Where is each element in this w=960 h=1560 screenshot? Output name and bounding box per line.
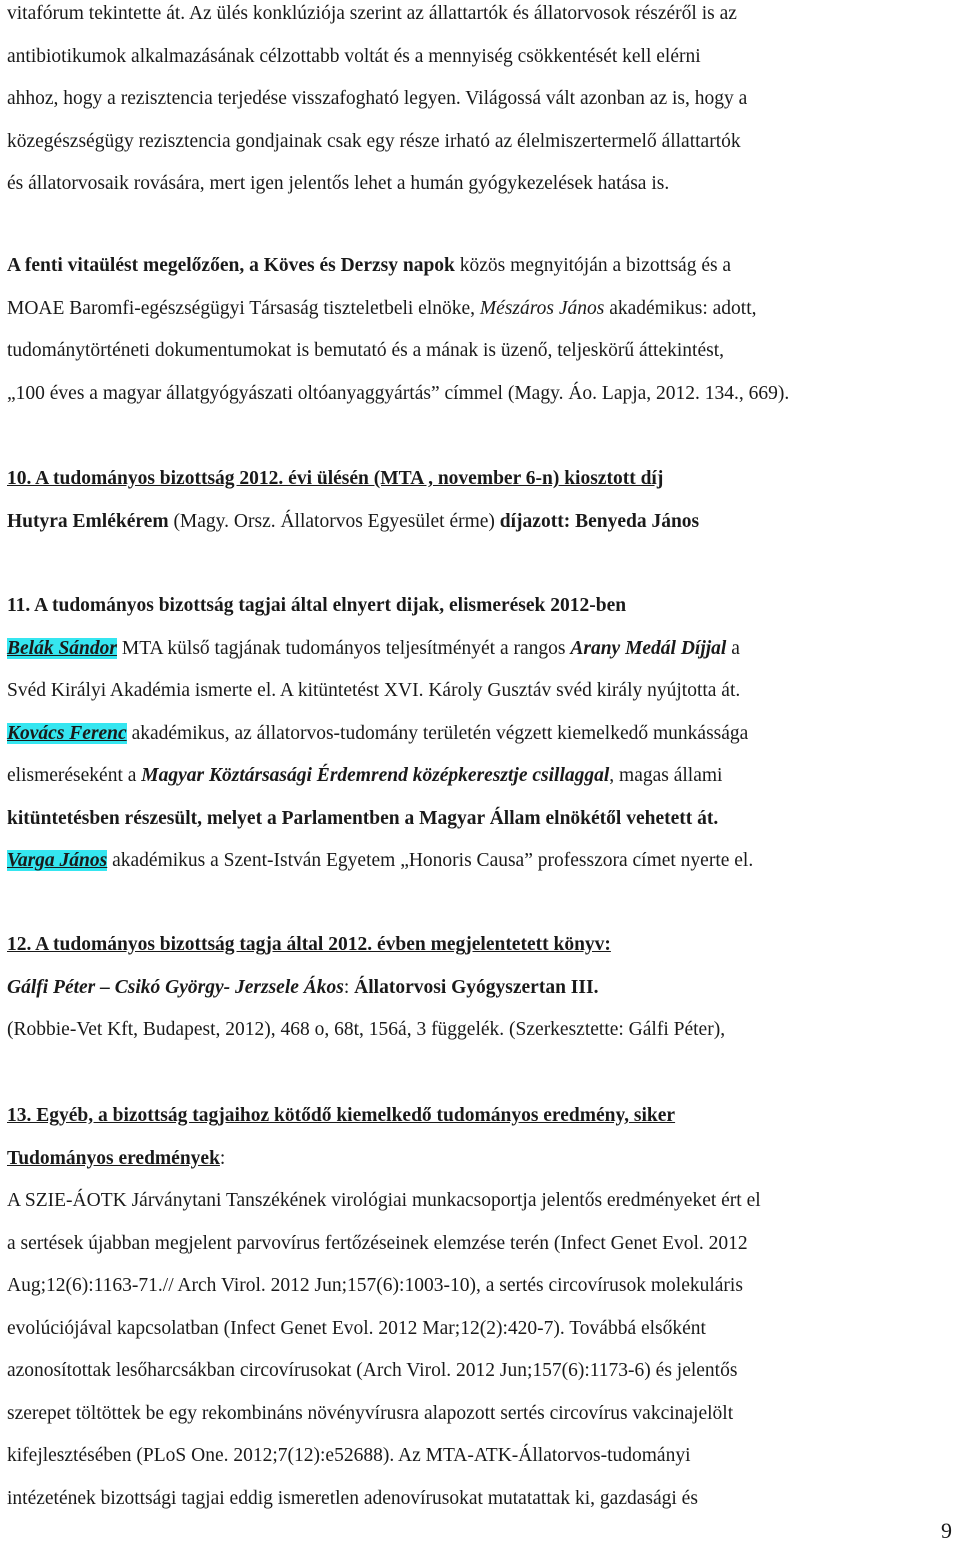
paragraph-vitaforum (7, 0, 955, 206)
text-line: kifejlesztésében (PLoS One. 2012;7(12):e52688). Az MTA-ATK-Állatorvos-tudományi (7, 1445, 691, 1466)
text-span: akadémikus, az állatorvos-tudomány területén végzett kiemelkedő munkássága (126, 722, 749, 744)
text-span: elismeréseként a (7, 765, 142, 786)
text-line: szerepet töltöttek be egy rekombináns növényvírusra alapozott sertés circovírus vakcinajelölt (7, 1402, 734, 1424)
text-line (7, 628, 955, 671)
text-line: (Robbie-Vet Kft, Budapest, 2012), 468 o, 68t, 156á, 3 függelék. (Szerkesztette: Gálfi Péter), (7, 1019, 726, 1040)
text-line (7, 713, 955, 756)
text-line (7, 501, 955, 544)
text-line: és állatorvosaik rovására, mert igen jelentős lehet a humán gyógykezelések hatása is. (7, 173, 670, 194)
text-span: a (726, 637, 740, 659)
section-13 (7, 1095, 955, 1520)
paragraph-koves-derzsy (7, 245, 955, 415)
text-line: intézetének bizottsági tagjai eddig ismeretlen adenovírusokat mutatattak ki, gazdasági és (7, 1487, 698, 1509)
section-heading: 11. A tudományos bizottság tagjai által elnyert dijak, elismerések 2012-ben (7, 595, 627, 616)
award-name: Hutyra Emlékérem (7, 510, 169, 532)
section-heading: 13. Egyéb, a bizottság tagjaihoz kötődő kiemelkedő tudományos eredmény, siker (7, 1105, 676, 1126)
section-11 (7, 585, 955, 883)
winner: díjazott: Benyeda János (499, 510, 700, 532)
bold-phrase: A fenti vitaülést megelőzően, a Köves és Derzsy napok (7, 255, 455, 276)
text-span: (Magy. Orsz. Állatorvos Egyesület érme) (168, 510, 500, 532)
text-line (7, 755, 955, 798)
text-line: a sertések újabban megjelent parvovírus fertőzéseinek elemzése terén (Infect Genet Evol. 2012 (7, 1232, 748, 1254)
section-heading: 10. A tudományos bizottság 2012. évi ülésén (MTA , november 6-n) kiosztott díj (7, 468, 664, 489)
text-line: „100 éves a magyar állatgyógyászati oltóanyaggyártás” címmel (Magy. Áo. Lapja, 2012. 134., 669). (7, 382, 790, 404)
person-name-highlight: Kovács Ferenc (7, 722, 127, 744)
text-span: MTA külső tagjának tudományos teljesítményét a rangos (116, 637, 571, 659)
subheading: Tudományos eredmények: (7, 1147, 226, 1169)
text-line: azonosítottak lesőharcsákban circovírusokat (Arch Virol. 2012 Jun;157(6):1173-6) és jelentős (7, 1360, 738, 1381)
text-line: antibiotikumok alkalmazásának célzottabb voltát és a mennyiség csökkentését kell elérni (7, 45, 701, 67)
text-line (7, 840, 955, 883)
book-title: Állatorvosi Gyógyszertan III. (354, 976, 599, 998)
section-12 (7, 924, 955, 1052)
section-heading: 12. A tudományos bizottság tagja által 2012. évben megjelentetett könyv: (7, 934, 611, 955)
book-authors: Gálfi Péter – Csikó György- Jerzsele Ákos (7, 976, 344, 998)
award-name: Arany Medál Díjjal (570, 637, 727, 659)
text-span: , magas állami (609, 765, 723, 786)
text-span: akadémikus a Szent-István Egyetem „Honoris Causa” professzora címet nyerte el. (107, 850, 754, 871)
person-name: Mészáros János (479, 297, 605, 319)
person-name-highlight: Varga János (7, 850, 108, 871)
section-10 (7, 458, 955, 543)
text-line: tudománytörténeti dokumentumokat is bemutató és a mának is üzenő, teljeskörű áttekintést, (7, 340, 724, 361)
text-span: akadémikus: adott, (604, 297, 757, 319)
person-name-highlight: Belák Sándor (7, 637, 117, 659)
text-line: vitafórum tekintette át. Az ülés konklúziója szerint az állattartók és állatorvosok részéről is az (7, 3, 737, 24)
text-line: Gálfi Péter – Csikó György- Jerzsele Ákos: Állatorvosi Gyógyszertan III. (7, 976, 599, 998)
text-line: ahhoz, hogy a rezisztencia terjedése visszafogható legyen. Világossá vált azonban az is, hogy a (7, 88, 748, 109)
text-line: közegészségügy rezisztencia gondjainak csak egy része irható az élelmiszertermelő állattartók (7, 130, 741, 152)
text-line (7, 288, 955, 331)
text-line: Svéd Királyi Akadémia ismerte el. A kitüntetést XVI. Károly Gusztáv svéd király nyújtotta át. (7, 680, 741, 701)
text-span: MOAE Baromfi-egészségügyi Társaság tiszteletbeli elnöke, (7, 297, 480, 319)
page-number: 9 (941, 1518, 952, 1543)
text-line: kitüntetésben részesült, melyet a Parlamentben a Magyar Állam elnökétől vehetett át. (7, 807, 719, 829)
text-span: közös megnyitóján a bizottság és a (454, 255, 732, 276)
text-line: Aug;12(6):1163-71.// Arch Virol. 2012 Jun;157(6):1003-10), a sertés circovírusok molekuláris (7, 1275, 743, 1296)
award-name: Magyar Köztársasági Érdemrend középkeresztje csillaggal (141, 765, 610, 786)
text-line: evolúciójával kapcsolatban (Infect Genet Evol. 2012 Mar;12(2):420-7). Továbbá elsőként (7, 1317, 706, 1339)
text-line: A SZIE-ÁOTK Járványtani Tanszékének virológiai munkacsoportja jelentős eredményeket ért el (7, 1190, 761, 1211)
text-line (7, 245, 955, 288)
